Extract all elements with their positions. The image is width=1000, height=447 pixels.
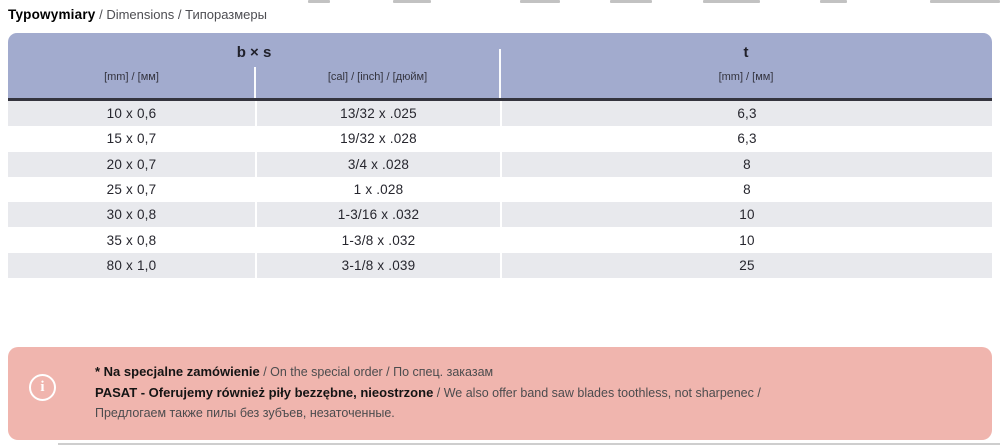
- table-cell: 1-3/16 x .032: [255, 202, 500, 227]
- info-icon: i: [29, 374, 56, 401]
- table-cell: 13/32 x .025: [255, 101, 500, 126]
- page-title: [8, 7, 267, 22]
- scan-artifact: [820, 0, 847, 3]
- dimensions-table: [8, 33, 992, 278]
- table-cell: 6,3: [500, 101, 992, 126]
- note-line-rest: Предлогаем также пилы без зубъев, незаточенные.: [95, 406, 395, 420]
- note-line-rest: / On the special order / По спец. заказам: [259, 365, 494, 379]
- table-cell: 10 x 0,6: [8, 101, 255, 126]
- column-header-t: t: [743, 44, 749, 61]
- scan-artifact: [520, 0, 560, 3]
- column-group-header-bxs: b × s: [236, 44, 272, 61]
- table-cell: 8: [500, 152, 992, 177]
- table-row: [8, 101, 992, 126]
- table-cell: 6,3: [500, 126, 992, 151]
- table-cell: 15 x 0,7: [8, 126, 255, 151]
- scan-artifact: [393, 0, 431, 3]
- table-cell: 25 x 0,7: [8, 177, 255, 202]
- page-title-primary: Typowymiary: [8, 7, 96, 22]
- table-row: [8, 177, 992, 202]
- scan-artifact: [610, 0, 652, 3]
- scan-artifact: [703, 0, 760, 3]
- table-cell: 1 x .028: [255, 177, 500, 202]
- subheader-t-mm: [mm] / [мм]: [718, 71, 774, 83]
- table-row: [8, 152, 992, 177]
- table-cell: 20 x 0,7: [8, 152, 255, 177]
- table-cell: 1-3/8 x .032: [255, 227, 500, 252]
- table-cell: 3/4 x .028: [255, 152, 500, 177]
- table-cell: 10: [500, 227, 992, 252]
- note-line: [95, 383, 761, 404]
- table-row: [8, 202, 992, 227]
- table-row: [8, 253, 992, 278]
- table-cell: 35 x 0,8: [8, 227, 255, 252]
- page-edge-line: [58, 443, 1000, 445]
- table-cell: 3-1/8 x .039: [255, 253, 500, 278]
- note-line-rest: / We also offer band saw blades toothless, not sharpenec /: [433, 385, 761, 400]
- table-header: [8, 33, 992, 101]
- table-cell: 80 x 1,0: [8, 253, 255, 278]
- subheader-inch: [cal] / [inch] / [дюйм]: [327, 71, 428, 83]
- table-row: [8, 126, 992, 151]
- table-row: [8, 227, 992, 252]
- table-cell: 19/32 x .028: [255, 126, 500, 151]
- note-text: [95, 362, 761, 424]
- table-cell: 30 x 0,8: [8, 202, 255, 227]
- table-cell: 8: [500, 177, 992, 202]
- table-cell: 10: [500, 202, 992, 227]
- note-line: [95, 403, 761, 424]
- scan-artifact: [308, 0, 330, 3]
- subheader-mm: [mm] / [мм]: [104, 71, 159, 83]
- table-body: [8, 101, 992, 278]
- table-cell: 25: [500, 253, 992, 278]
- note-line-bold: PASAT - Oferujemy również piły bezzębne, nieostrzone: [95, 384, 434, 400]
- note-line: [95, 362, 761, 383]
- note-line-bold: * Na specjalne zamówienie: [95, 364, 260, 379]
- scan-artifact: [930, 0, 1000, 3]
- special-order-note: [8, 347, 992, 440]
- page-title-secondary: / Dimensions / Типоразмеры: [95, 7, 267, 22]
